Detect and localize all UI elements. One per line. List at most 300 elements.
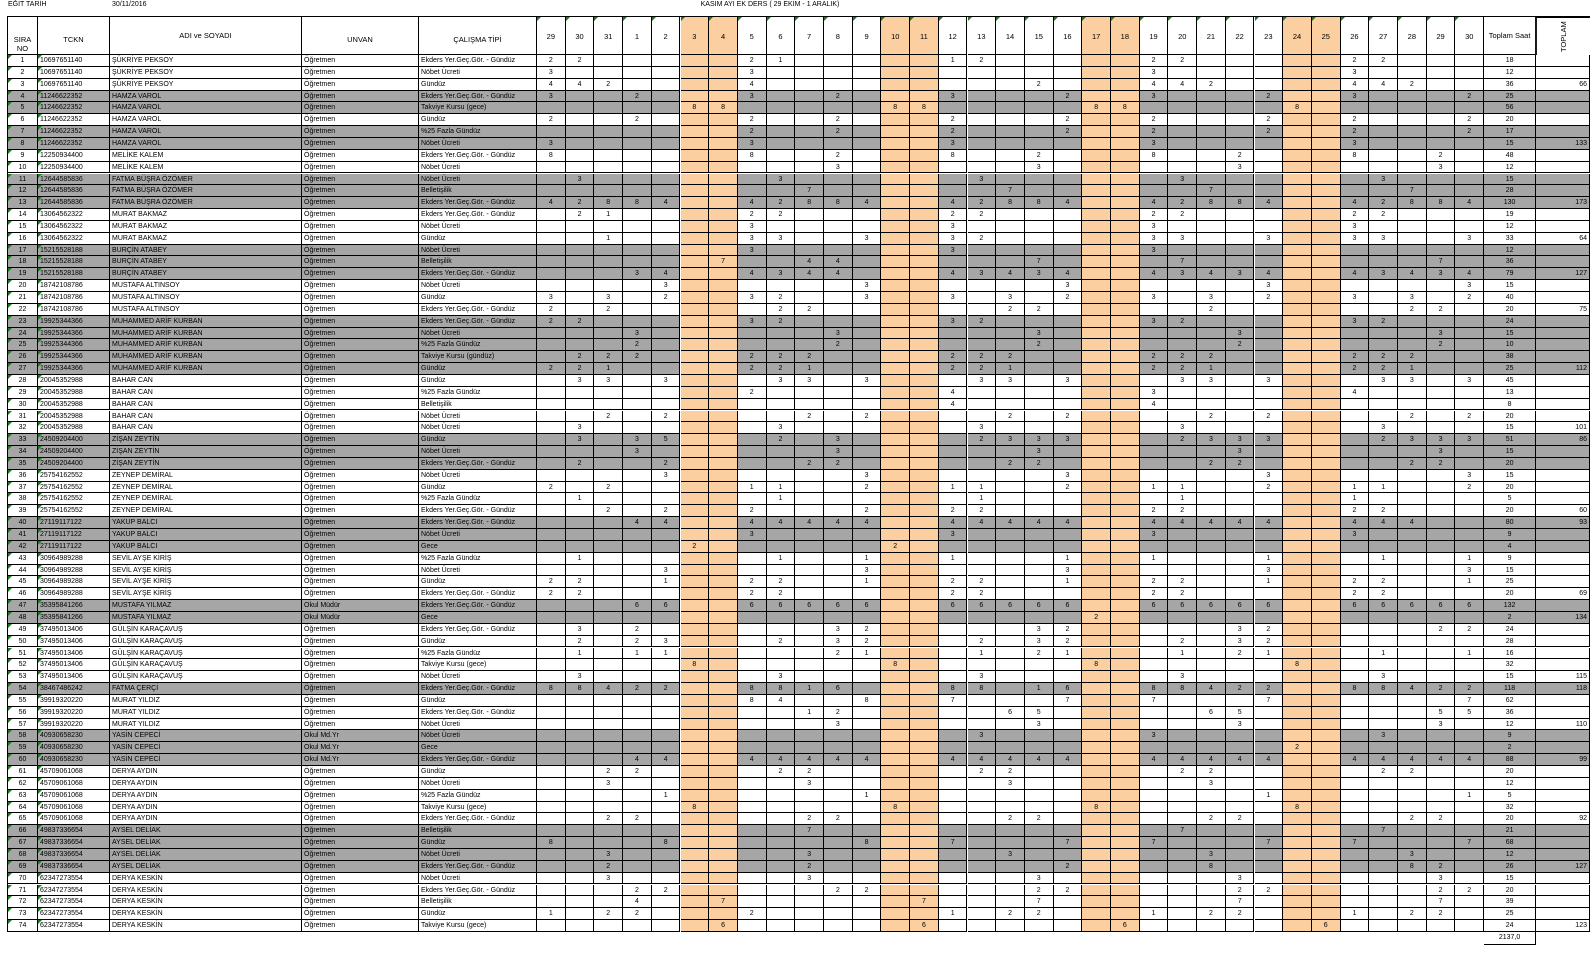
day-value-cell[interactable] (1197, 328, 1226, 340)
row-adi-cell[interactable]: DERYA KESKİN (110, 885, 302, 897)
day-value-cell[interactable] (1398, 719, 1427, 731)
day-value-cell[interactable] (623, 873, 652, 885)
day-value-cell[interactable]: 2 (1455, 114, 1484, 126)
day-value-cell[interactable] (910, 79, 939, 91)
day-value-cell[interactable] (1054, 138, 1083, 150)
day-value-cell[interactable] (968, 150, 997, 162)
row-sira-cell[interactable]: 59 (8, 742, 38, 754)
day-value-cell[interactable] (1255, 707, 1284, 719)
day-value-cell[interactable]: 6 (1369, 600, 1398, 612)
day-value-cell[interactable]: 1 (537, 908, 566, 920)
row-tckn-cell[interactable]: 35395841266 (38, 612, 110, 624)
day-value-cell[interactable] (709, 778, 738, 790)
day-value-cell[interactable] (1283, 588, 1312, 600)
day-value-cell[interactable] (1140, 458, 1169, 470)
day-value-cell[interactable] (1312, 493, 1341, 505)
day-value-cell[interactable] (1255, 813, 1284, 825)
row-toplam-saat-cell[interactable]: 18 (1484, 55, 1536, 67)
row-calisma-cell[interactable]: Nöbet Ücreti (419, 162, 537, 174)
day-value-cell[interactable]: 8 (738, 150, 767, 162)
row-toplam-saat-cell[interactable]: 2 (1484, 742, 1536, 754)
row-toplam-cell[interactable] (1536, 67, 1590, 79)
day-value-cell[interactable]: 4 (1054, 197, 1083, 209)
day-value-cell[interactable] (681, 292, 710, 304)
day-value-cell[interactable] (767, 790, 796, 802)
day-value-cell[interactable]: 2 (738, 505, 767, 517)
row-adi-cell[interactable]: MURAT BAKMAZ (110, 233, 302, 245)
day-value-cell[interactable] (996, 742, 1025, 754)
day-value-cell[interactable]: 3 (1054, 565, 1083, 577)
day-value-cell[interactable]: 4 (537, 197, 566, 209)
day-value-cell[interactable] (853, 304, 882, 316)
day-value-cell[interactable] (738, 813, 767, 825)
day-value-cell[interactable]: 4 (853, 754, 882, 766)
day-value-cell[interactable]: 4 (1197, 268, 1226, 280)
day-value-cell[interactable]: 8 (566, 683, 595, 695)
day-value-cell[interactable] (939, 446, 968, 458)
day-value-cell[interactable] (881, 742, 910, 754)
day-value-cell[interactable] (795, 837, 824, 849)
day-value-cell[interactable] (824, 209, 853, 221)
day-value-cell[interactable]: 2 (1140, 114, 1169, 126)
day-value-cell[interactable]: 3 (1025, 434, 1054, 446)
day-value-cell[interactable] (709, 482, 738, 494)
day-value-cell[interactable] (1025, 553, 1054, 565)
day-value-cell[interactable]: 5 (652, 434, 681, 446)
day-value-cell[interactable] (1197, 920, 1226, 932)
day-value-cell[interactable] (566, 470, 595, 482)
day-value-cell[interactable] (881, 316, 910, 328)
day-value-cell[interactable] (623, 280, 652, 292)
day-value-cell[interactable] (537, 256, 566, 268)
day-value-cell[interactable] (968, 825, 997, 837)
day-value-cell[interactable] (1054, 316, 1083, 328)
row-unvan-cell[interactable]: Öğretmen (302, 245, 419, 257)
day-value-cell[interactable] (1427, 79, 1456, 91)
day-value-cell[interactable] (537, 375, 566, 387)
day-value-cell[interactable] (910, 624, 939, 636)
day-value-cell[interactable] (652, 339, 681, 351)
row-sira-cell[interactable]: 63 (8, 790, 38, 802)
row-adi-cell[interactable]: BURÇİN ATABEY (110, 256, 302, 268)
day-value-cell[interactable] (939, 896, 968, 908)
row-toplam-cell[interactable] (1536, 908, 1590, 920)
day-value-cell[interactable] (939, 849, 968, 861)
day-value-cell[interactable] (853, 174, 882, 186)
day-value-cell[interactable] (881, 79, 910, 91)
day-value-cell[interactable] (1111, 790, 1140, 802)
day-value-cell[interactable] (1255, 719, 1284, 731)
row-tckn-cell[interactable]: 62347273554 (38, 920, 110, 932)
day-value-cell[interactable] (681, 920, 710, 932)
day-value-cell[interactable]: 3 (1255, 375, 1284, 387)
row-unvan-cell[interactable]: Öğretmen (302, 576, 419, 588)
day-value-cell[interactable] (767, 920, 796, 932)
day-value-cell[interactable] (1283, 612, 1312, 624)
row-adi-cell[interactable]: HAMZA VAROL (110, 91, 302, 103)
day-value-cell[interactable] (652, 778, 681, 790)
day-value-cell[interactable] (824, 849, 853, 861)
day-value-cell[interactable] (881, 351, 910, 363)
row-adi-cell[interactable]: GÜLŞİN KARAÇAVUŞ (110, 659, 302, 671)
day-value-cell[interactable] (1111, 659, 1140, 671)
day-value-cell[interactable]: 8 (1197, 861, 1226, 873)
day-value-cell[interactable] (824, 470, 853, 482)
day-value-cell[interactable] (1111, 896, 1140, 908)
day-value-cell[interactable]: 2 (623, 351, 652, 363)
day-value-cell[interactable]: 1 (996, 363, 1025, 375)
day-value-cell[interactable] (537, 529, 566, 541)
day-value-cell[interactable]: 2 (1455, 683, 1484, 695)
day-value-cell[interactable] (652, 126, 681, 138)
row-toplam-saat-cell[interactable]: 12 (1484, 719, 1536, 731)
day-value-cell[interactable] (939, 339, 968, 351)
column-header-day[interactable]: 21 (1197, 17, 1226, 55)
column-header-day[interactable]: 4 (709, 17, 738, 55)
day-value-cell[interactable] (566, 659, 595, 671)
day-value-cell[interactable] (594, 185, 623, 197)
row-unvan-cell[interactable]: Okul Müdür (302, 600, 419, 612)
row-calisma-cell[interactable]: Nöbet Ücreti (419, 719, 537, 731)
day-value-cell[interactable]: 2 (1054, 292, 1083, 304)
day-value-cell[interactable] (1283, 648, 1312, 660)
day-value-cell[interactable]: 3 (1168, 174, 1197, 186)
day-value-cell[interactable] (881, 174, 910, 186)
day-value-cell[interactable]: 3 (1025, 873, 1054, 885)
day-value-cell[interactable]: 4 (1398, 754, 1427, 766)
day-value-cell[interactable] (1197, 612, 1226, 624)
day-value-cell[interactable]: 6 (1111, 920, 1140, 932)
day-value-cell[interactable]: 8 (709, 102, 738, 114)
day-value-cell[interactable] (1197, 659, 1226, 671)
day-value-cell[interactable] (1025, 493, 1054, 505)
day-value-cell[interactable] (1312, 659, 1341, 671)
day-value-cell[interactable] (1197, 256, 1226, 268)
row-tckn-cell[interactable]: 45709061068 (38, 813, 110, 825)
column-header-day[interactable]: 16 (1054, 17, 1083, 55)
day-value-cell[interactable]: 3 (1054, 280, 1083, 292)
day-value-cell[interactable]: 6 (1312, 920, 1341, 932)
day-value-cell[interactable] (1168, 659, 1197, 671)
day-value-cell[interactable] (795, 636, 824, 648)
row-adi-cell[interactable]: MUSTAFA ALTINSOY (110, 304, 302, 316)
row-toplam-cell[interactable] (1536, 849, 1590, 861)
day-value-cell[interactable] (1283, 908, 1312, 920)
day-value-cell[interactable] (1255, 304, 1284, 316)
day-value-cell[interactable] (1312, 280, 1341, 292)
day-value-cell[interactable] (1312, 683, 1341, 695)
day-value-cell[interactable]: 4 (996, 517, 1025, 529)
day-value-cell[interactable]: 3 (767, 422, 796, 434)
day-value-cell[interactable] (824, 825, 853, 837)
day-value-cell[interactable] (853, 671, 882, 683)
day-value-cell[interactable] (681, 766, 710, 778)
row-calisma-cell[interactable]: Nöbet Ücreti (419, 565, 537, 577)
day-value-cell[interactable]: 3 (1140, 292, 1169, 304)
day-value-cell[interactable] (1312, 754, 1341, 766)
row-sira-cell[interactable]: 72 (8, 896, 38, 908)
day-value-cell[interactable]: 1 (594, 233, 623, 245)
day-value-cell[interactable] (537, 742, 566, 754)
row-calisma-cell[interactable]: Gece (419, 541, 537, 553)
day-value-cell[interactable] (1140, 256, 1169, 268)
day-value-cell[interactable] (1168, 470, 1197, 482)
day-value-cell[interactable]: 3 (1427, 719, 1456, 731)
day-value-cell[interactable] (1025, 671, 1054, 683)
day-value-cell[interactable] (996, 873, 1025, 885)
day-value-cell[interactable] (996, 55, 1025, 67)
row-calisma-cell[interactable]: Gündüz (419, 363, 537, 375)
day-value-cell[interactable]: 7 (939, 837, 968, 849)
day-value-cell[interactable]: 8 (1427, 197, 1456, 209)
day-value-cell[interactable] (1082, 648, 1111, 660)
row-toplam-cell[interactable] (1536, 328, 1590, 340)
day-value-cell[interactable] (1398, 624, 1427, 636)
day-value-cell[interactable]: 2 (1455, 411, 1484, 423)
day-value-cell[interactable] (594, 719, 623, 731)
day-value-cell[interactable] (594, 221, 623, 233)
day-value-cell[interactable] (1025, 126, 1054, 138)
day-value-cell[interactable]: 2 (1255, 292, 1284, 304)
day-value-cell[interactable]: 4 (1140, 79, 1169, 91)
day-value-cell[interactable] (853, 612, 882, 624)
day-value-cell[interactable] (1082, 541, 1111, 553)
day-value-cell[interactable]: 3 (1427, 873, 1456, 885)
row-calisma-cell[interactable]: Nöbet Ücreti (419, 174, 537, 186)
day-value-cell[interactable] (853, 339, 882, 351)
day-value-cell[interactable] (1283, 126, 1312, 138)
day-value-cell[interactable] (1369, 138, 1398, 150)
day-value-cell[interactable]: 3 (1025, 268, 1054, 280)
day-value-cell[interactable] (1025, 138, 1054, 150)
day-value-cell[interactable]: 4 (652, 754, 681, 766)
day-value-cell[interactable] (1197, 553, 1226, 565)
day-value-cell[interactable] (910, 517, 939, 529)
day-value-cell[interactable]: 2 (652, 292, 681, 304)
day-value-cell[interactable] (709, 730, 738, 742)
day-value-cell[interactable] (881, 754, 910, 766)
row-adi-cell[interactable]: BAHAR CAN (110, 387, 302, 399)
day-value-cell[interactable] (623, 529, 652, 541)
day-value-cell[interactable] (939, 742, 968, 754)
day-value-cell[interactable] (1054, 245, 1083, 257)
day-value-cell[interactable]: 8 (1398, 861, 1427, 873)
day-value-cell[interactable]: 2 (824, 707, 853, 719)
day-value-cell[interactable] (1341, 707, 1370, 719)
row-unvan-cell[interactable]: Öğretmen (302, 387, 419, 399)
row-tckn-cell[interactable]: 49837336654 (38, 861, 110, 873)
row-toplam-cell[interactable]: 134 (1536, 612, 1590, 624)
day-value-cell[interactable] (824, 778, 853, 790)
column-header-day[interactable]: 9 (853, 17, 882, 55)
day-value-cell[interactable] (566, 256, 595, 268)
day-value-cell[interactable]: 3 (1140, 138, 1169, 150)
row-toplam-saat-cell[interactable]: 88 (1484, 754, 1536, 766)
day-value-cell[interactable] (594, 245, 623, 257)
day-value-cell[interactable] (709, 517, 738, 529)
day-value-cell[interactable] (594, 339, 623, 351)
day-value-cell[interactable] (623, 174, 652, 186)
day-value-cell[interactable]: 2 (939, 351, 968, 363)
day-value-cell[interactable]: 2 (623, 91, 652, 103)
day-value-cell[interactable] (881, 470, 910, 482)
day-value-cell[interactable] (1427, 174, 1456, 186)
day-value-cell[interactable] (623, 185, 652, 197)
day-value-cell[interactable] (881, 446, 910, 458)
row-unvan-cell[interactable]: Öğretmen (302, 197, 419, 209)
day-value-cell[interactable] (1025, 411, 1054, 423)
day-value-cell[interactable]: 1 (939, 482, 968, 494)
day-value-cell[interactable] (1341, 434, 1370, 446)
row-adi-cell[interactable]: ZİŞAN ZEYTİN (110, 434, 302, 446)
day-value-cell[interactable] (1054, 742, 1083, 754)
day-value-cell[interactable]: 2 (1226, 648, 1255, 660)
day-value-cell[interactable] (968, 920, 997, 932)
row-toplam-saat-cell[interactable]: 38 (1484, 351, 1536, 363)
day-value-cell[interactable] (1168, 612, 1197, 624)
day-value-cell[interactable] (652, 719, 681, 731)
day-value-cell[interactable] (1312, 209, 1341, 221)
day-value-cell[interactable] (1283, 505, 1312, 517)
column-header-unvan[interactable]: UNVAN (302, 17, 419, 55)
day-value-cell[interactable] (681, 411, 710, 423)
day-value-cell[interactable] (767, 411, 796, 423)
day-value-cell[interactable] (681, 576, 710, 588)
day-value-cell[interactable] (824, 245, 853, 257)
day-value-cell[interactable]: 3 (996, 292, 1025, 304)
day-value-cell[interactable] (1369, 280, 1398, 292)
day-value-cell[interactable] (968, 304, 997, 316)
day-value-cell[interactable] (1398, 316, 1427, 328)
day-value-cell[interactable] (1226, 256, 1255, 268)
day-value-cell[interactable]: 3 (738, 316, 767, 328)
day-value-cell[interactable]: 3 (566, 375, 595, 387)
day-value-cell[interactable] (824, 363, 853, 375)
day-value-cell[interactable]: 8 (1226, 197, 1255, 209)
day-value-cell[interactable]: 8 (910, 102, 939, 114)
day-value-cell[interactable] (881, 328, 910, 340)
day-value-cell[interactable] (652, 446, 681, 458)
day-value-cell[interactable] (1226, 505, 1255, 517)
day-value-cell[interactable] (1025, 221, 1054, 233)
day-value-cell[interactable] (738, 185, 767, 197)
day-value-cell[interactable]: 8 (594, 197, 623, 209)
row-toplam-cell[interactable]: 75 (1536, 304, 1590, 316)
day-value-cell[interactable] (767, 458, 796, 470)
day-value-cell[interactable]: 7 (1025, 896, 1054, 908)
day-value-cell[interactable] (1312, 541, 1341, 553)
row-toplam-saat-cell[interactable]: 4 (1484, 541, 1536, 553)
day-value-cell[interactable]: 2 (853, 624, 882, 636)
day-value-cell[interactable] (1283, 67, 1312, 79)
day-value-cell[interactable] (1369, 719, 1398, 731)
day-value-cell[interactable]: 3 (537, 138, 566, 150)
day-value-cell[interactable] (968, 221, 997, 233)
row-toplam-cell[interactable] (1536, 339, 1590, 351)
row-sira-cell[interactable]: 69 (8, 861, 38, 873)
day-value-cell[interactable] (709, 873, 738, 885)
day-value-cell[interactable] (1082, 576, 1111, 588)
day-value-cell[interactable] (939, 730, 968, 742)
day-value-cell[interactable] (566, 268, 595, 280)
day-value-cell[interactable] (1312, 126, 1341, 138)
day-value-cell[interactable] (1168, 541, 1197, 553)
day-value-cell[interactable]: 1 (767, 553, 796, 565)
day-value-cell[interactable] (1197, 422, 1226, 434)
day-value-cell[interactable] (1283, 553, 1312, 565)
row-calisma-cell[interactable]: Takviye Kursu (gündüz) (419, 351, 537, 363)
row-calisma-cell[interactable]: Ekders Yer.Geç.Gör. - Gündüz (419, 55, 537, 67)
day-value-cell[interactable] (738, 849, 767, 861)
day-value-cell[interactable] (1025, 778, 1054, 790)
row-tckn-cell[interactable]: 30964989288 (38, 576, 110, 588)
row-adi-cell[interactable]: HAMZA VAROL (110, 126, 302, 138)
row-adi-cell[interactable]: MURAT YILDIZ (110, 707, 302, 719)
day-value-cell[interactable] (652, 245, 681, 257)
row-calisma-cell[interactable]: Ekders Yer.Geç.Gör. - Gündüz (419, 600, 537, 612)
day-value-cell[interactable] (1111, 446, 1140, 458)
day-value-cell[interactable] (1197, 505, 1226, 517)
row-unvan-cell[interactable]: Öğretmen (302, 351, 419, 363)
day-value-cell[interactable] (623, 126, 652, 138)
column-header-day[interactable]: 30 (1455, 17, 1484, 55)
day-value-cell[interactable] (537, 102, 566, 114)
day-value-cell[interactable] (594, 434, 623, 446)
day-value-cell[interactable]: 4 (996, 754, 1025, 766)
day-value-cell[interactable]: 6 (709, 920, 738, 932)
day-value-cell[interactable] (1140, 565, 1169, 577)
row-unvan-cell[interactable]: Okul Md.Yr (302, 742, 419, 754)
day-value-cell[interactable] (738, 671, 767, 683)
day-value-cell[interactable] (1054, 896, 1083, 908)
day-value-cell[interactable]: 4 (996, 268, 1025, 280)
day-value-cell[interactable] (566, 505, 595, 517)
day-value-cell[interactable] (1312, 849, 1341, 861)
day-value-cell[interactable] (1025, 280, 1054, 292)
day-value-cell[interactable] (709, 790, 738, 802)
row-adi-cell[interactable]: DERYA AYDIN (110, 802, 302, 814)
day-value-cell[interactable] (1455, 304, 1484, 316)
day-value-cell[interactable]: 6 (1255, 600, 1284, 612)
row-sira-cell[interactable]: 23 (8, 316, 38, 328)
day-value-cell[interactable] (1455, 719, 1484, 731)
day-value-cell[interactable] (1082, 126, 1111, 138)
day-value-cell[interactable] (910, 908, 939, 920)
row-adi-cell[interactable]: ŞÜKRİYE PEKSOY (110, 67, 302, 79)
day-value-cell[interactable] (623, 67, 652, 79)
day-value-cell[interactable] (738, 885, 767, 897)
day-value-cell[interactable] (1111, 719, 1140, 731)
row-tckn-cell[interactable]: 37495013406 (38, 671, 110, 683)
day-value-cell[interactable]: 3 (996, 434, 1025, 446)
day-value-cell[interactable] (1140, 541, 1169, 553)
row-unvan-cell[interactable]: Öğretmen (302, 505, 419, 517)
day-value-cell[interactable] (1341, 612, 1370, 624)
day-value-cell[interactable]: 2 (594, 766, 623, 778)
day-value-cell[interactable] (681, 55, 710, 67)
day-value-cell[interactable]: 8 (1341, 150, 1370, 162)
day-value-cell[interactable] (1226, 233, 1255, 245)
day-value-cell[interactable] (1111, 802, 1140, 814)
day-value-cell[interactable]: 2 (1168, 197, 1197, 209)
day-value-cell[interactable] (652, 742, 681, 754)
column-header-day[interactable]: 22 (1226, 17, 1255, 55)
day-value-cell[interactable] (996, 67, 1025, 79)
day-value-cell[interactable]: 4 (824, 256, 853, 268)
row-toplam-saat-cell[interactable]: 16 (1484, 648, 1536, 660)
day-value-cell[interactable] (1283, 813, 1312, 825)
day-value-cell[interactable] (1312, 778, 1341, 790)
